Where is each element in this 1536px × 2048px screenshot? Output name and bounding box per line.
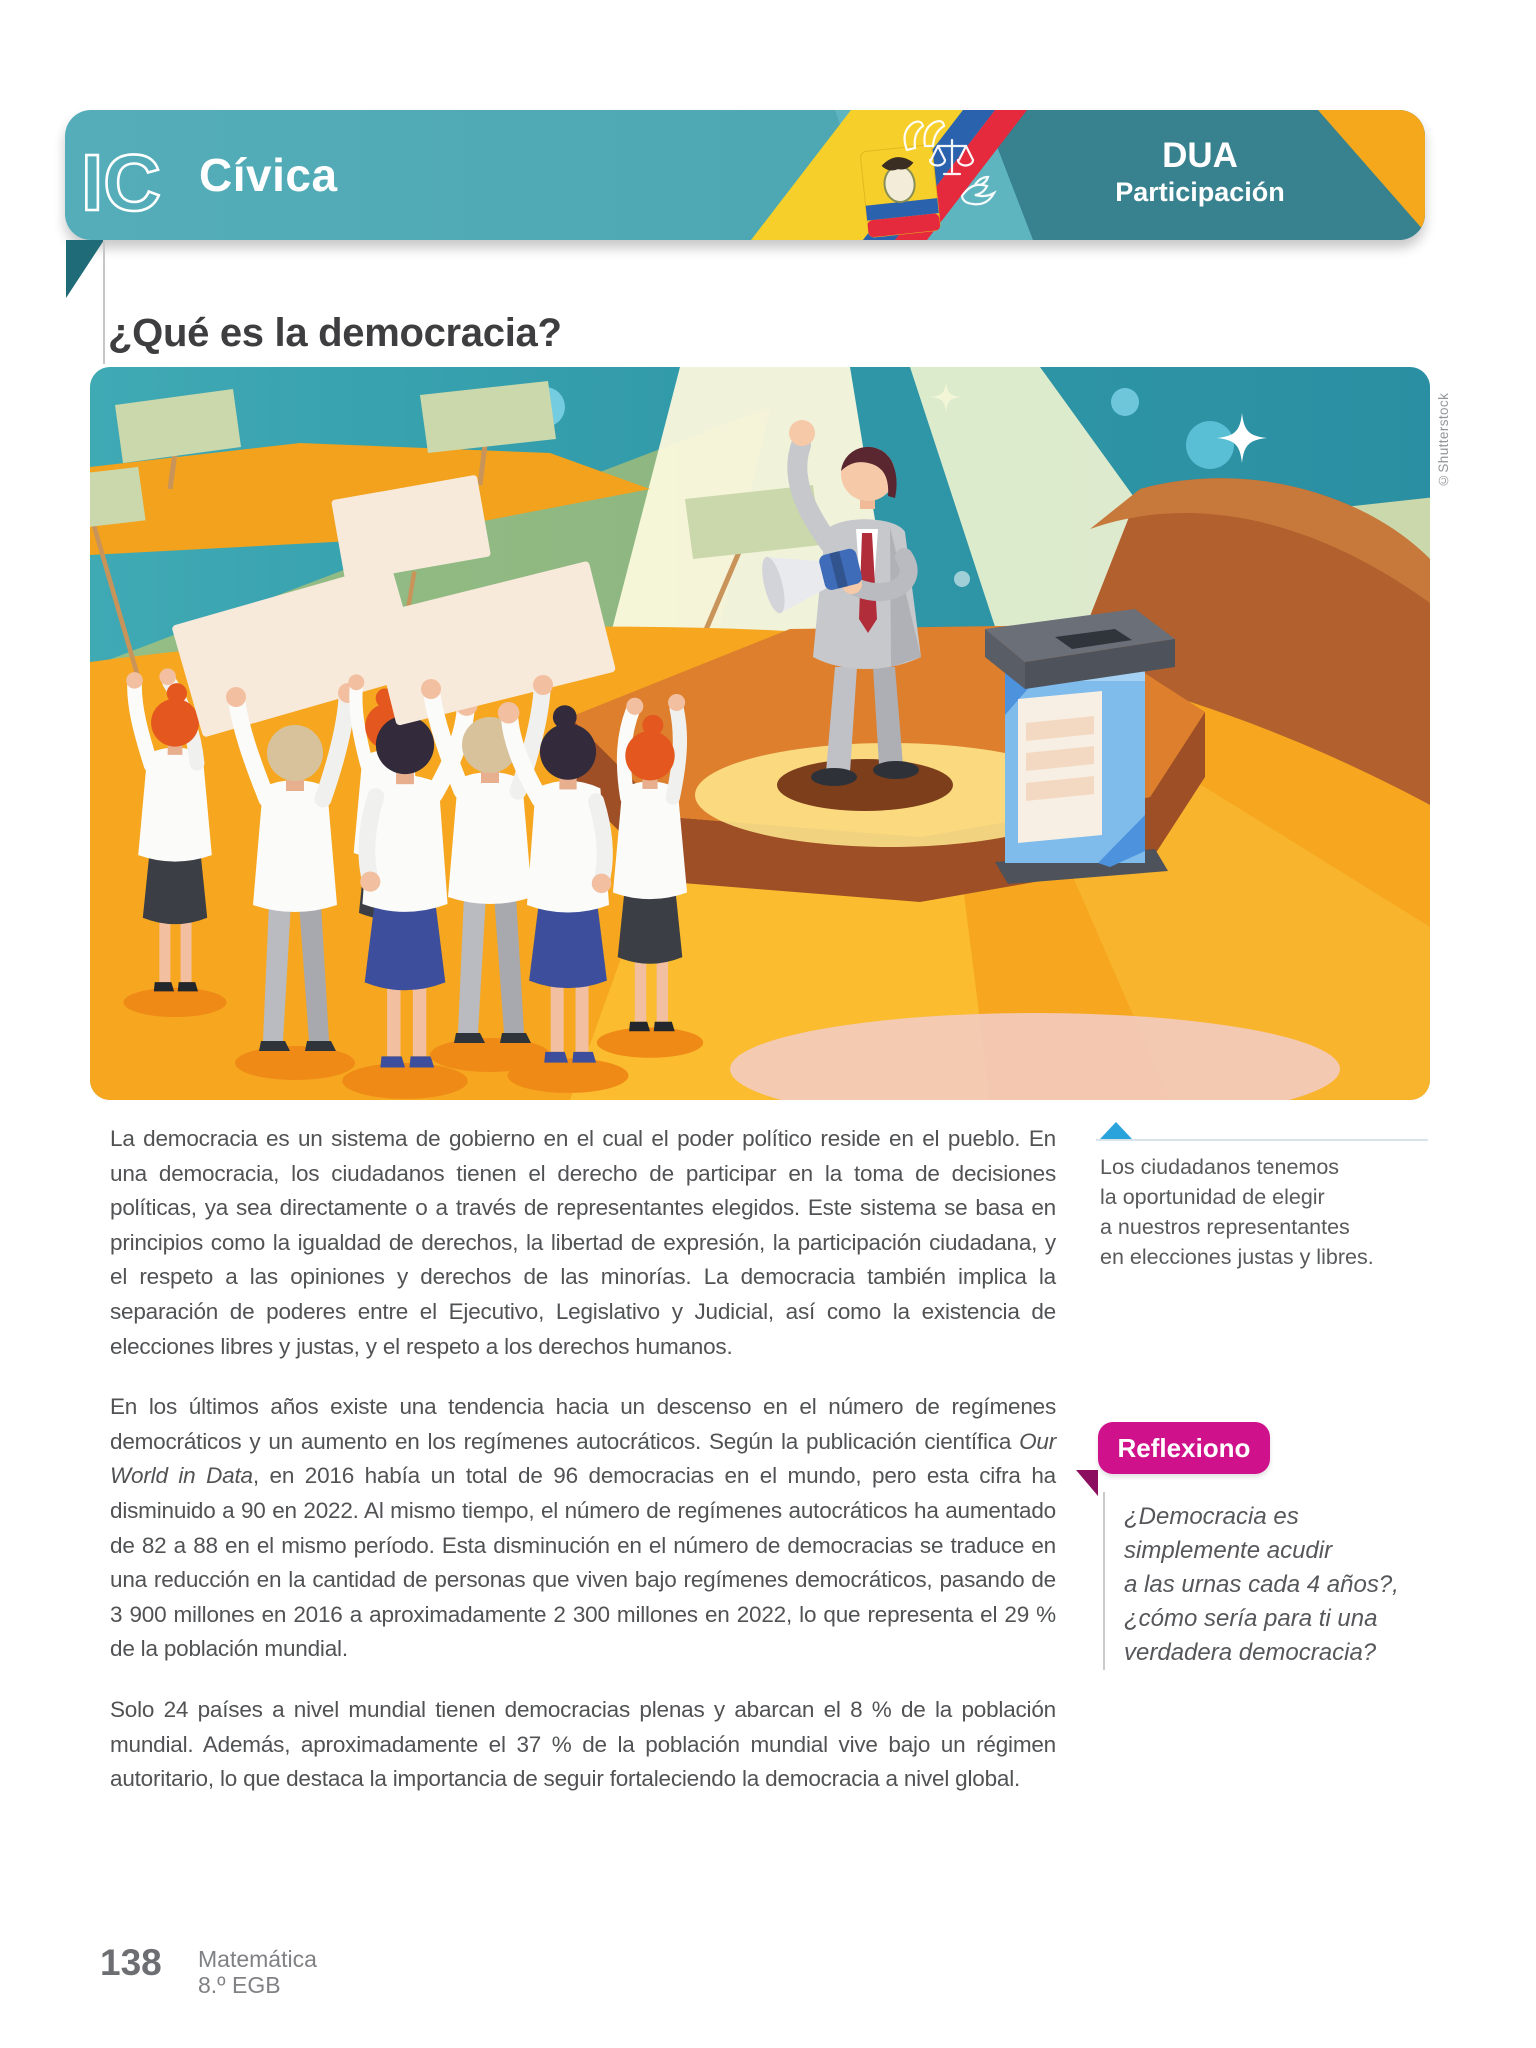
- reflexiono-line: ¿Democracia es: [1124, 1503, 1299, 1530]
- democracy-illustration: [90, 367, 1430, 1100]
- caption-line: Los ciudadanos tenemos: [1100, 1155, 1340, 1179]
- ecuador-coat-of-arms: [860, 144, 941, 237]
- reflexiono-line: simplemente acudir: [1124, 1537, 1333, 1564]
- paragraph-1: La democracia es un sistema de gobierno en el cual el poder político reside en el pueblo. En una democracia, los ciudadanos tienen el derecho de participar en la toma de decisiones políticas, ya sea directamente o a través de representantes elegidos. Este sistema se basa en principios como la igualdad de derechos, la libertad de expresión, la participación ciudadana, y el respeto a las opiniones y derechos de las minorías. La democracia también implica la separación de poderes entre el Ejecutivo, Legislativo y Judicial, así como la existencia de elecciones libres y justas, y el respeto a los derechos humanos.: [110, 1126, 1056, 1359]
- image-credit: ©Shutterstock: [1436, 392, 1451, 488]
- left-rule: [103, 240, 105, 364]
- reflexiono-question: [1124, 1500, 1444, 1670]
- reflexiono-line: verdadera democracia?: [1124, 1639, 1377, 1666]
- dua-title: DUA: [1162, 136, 1238, 175]
- caption-divider: [1096, 1139, 1428, 1141]
- footer-grade: 8.º EGB: [198, 1972, 281, 1998]
- page-title: ¿Qué es la democracia?: [108, 310, 562, 355]
- caption-line: a nuestros representantes: [1100, 1215, 1350, 1239]
- caption-line: la oportunidad de elegir: [1100, 1185, 1325, 1209]
- reflexiono-fold: [1076, 1470, 1098, 1496]
- dua-label: [1050, 136, 1350, 208]
- caption-line: en elecciones justas y libres.: [1100, 1245, 1374, 1269]
- caption-marker-icon: [1100, 1122, 1132, 1139]
- reflexiono-rule: [1103, 1492, 1105, 1670]
- banner-fold: [66, 240, 104, 298]
- footer-meta: [198, 1946, 317, 1998]
- article-body: [110, 1122, 1056, 1823]
- paragraph-2-end: , en 2016 había un total de 96 democracias en el mundo, pero esta cifra ha disminuido a 90 en 2022. Al mismo tiempo, el número de regímenes autocráticos ha aumentado de 82 a 88 en el mismo período. Esta disminución en el número de democracias se traduce en una reducción en la cantidad de personas que viven bajo regímenes democráticos, pasando de 3 900 millones en 2016 a aproximadamente 2 300 millones en 2022, lo que representa el 29 % de la población mundial.: [110, 1463, 1056, 1662]
- reflexiono-badge: Reflexiono: [1098, 1422, 1270, 1474]
- dua-subtitle: Participación: [1115, 177, 1285, 207]
- publication-name: Our World in Data: [110, 1428, 1056, 1489]
- paragraph-2: [110, 1390, 1056, 1667]
- subject-title: Cívica: [199, 149, 338, 201]
- page-number: 138: [100, 1942, 162, 1983]
- chapter-banner: [65, 110, 1425, 240]
- paragraph-3: Solo 24 países a nivel mundial tienen democracias plenas y abarcan el 8 % de la población mundial. Además, aproximadamente el 37 % de la población mundial vive bajo un régimen autoritario, lo que destaca la importancia de seguir fortaleciendo la democracia a nivel global.: [110, 1696, 1056, 1792]
- image-caption: [1100, 1152, 1430, 1272]
- reflexiono-line: ¿cómo sería para ti una: [1124, 1605, 1378, 1632]
- ic-logo: IC: [81, 138, 161, 227]
- paragraph-2-start: En los últimos años existe una tendencia hacia un descenso en el número de regímenes democráticos y un aumento en los regímenes autocráticos. Según la publicación científica: [110, 1394, 1056, 1454]
- reflexiono-line: a las urnas cada 4 años?,: [1124, 1571, 1399, 1598]
- footer-subject: Matemática: [198, 1946, 317, 1972]
